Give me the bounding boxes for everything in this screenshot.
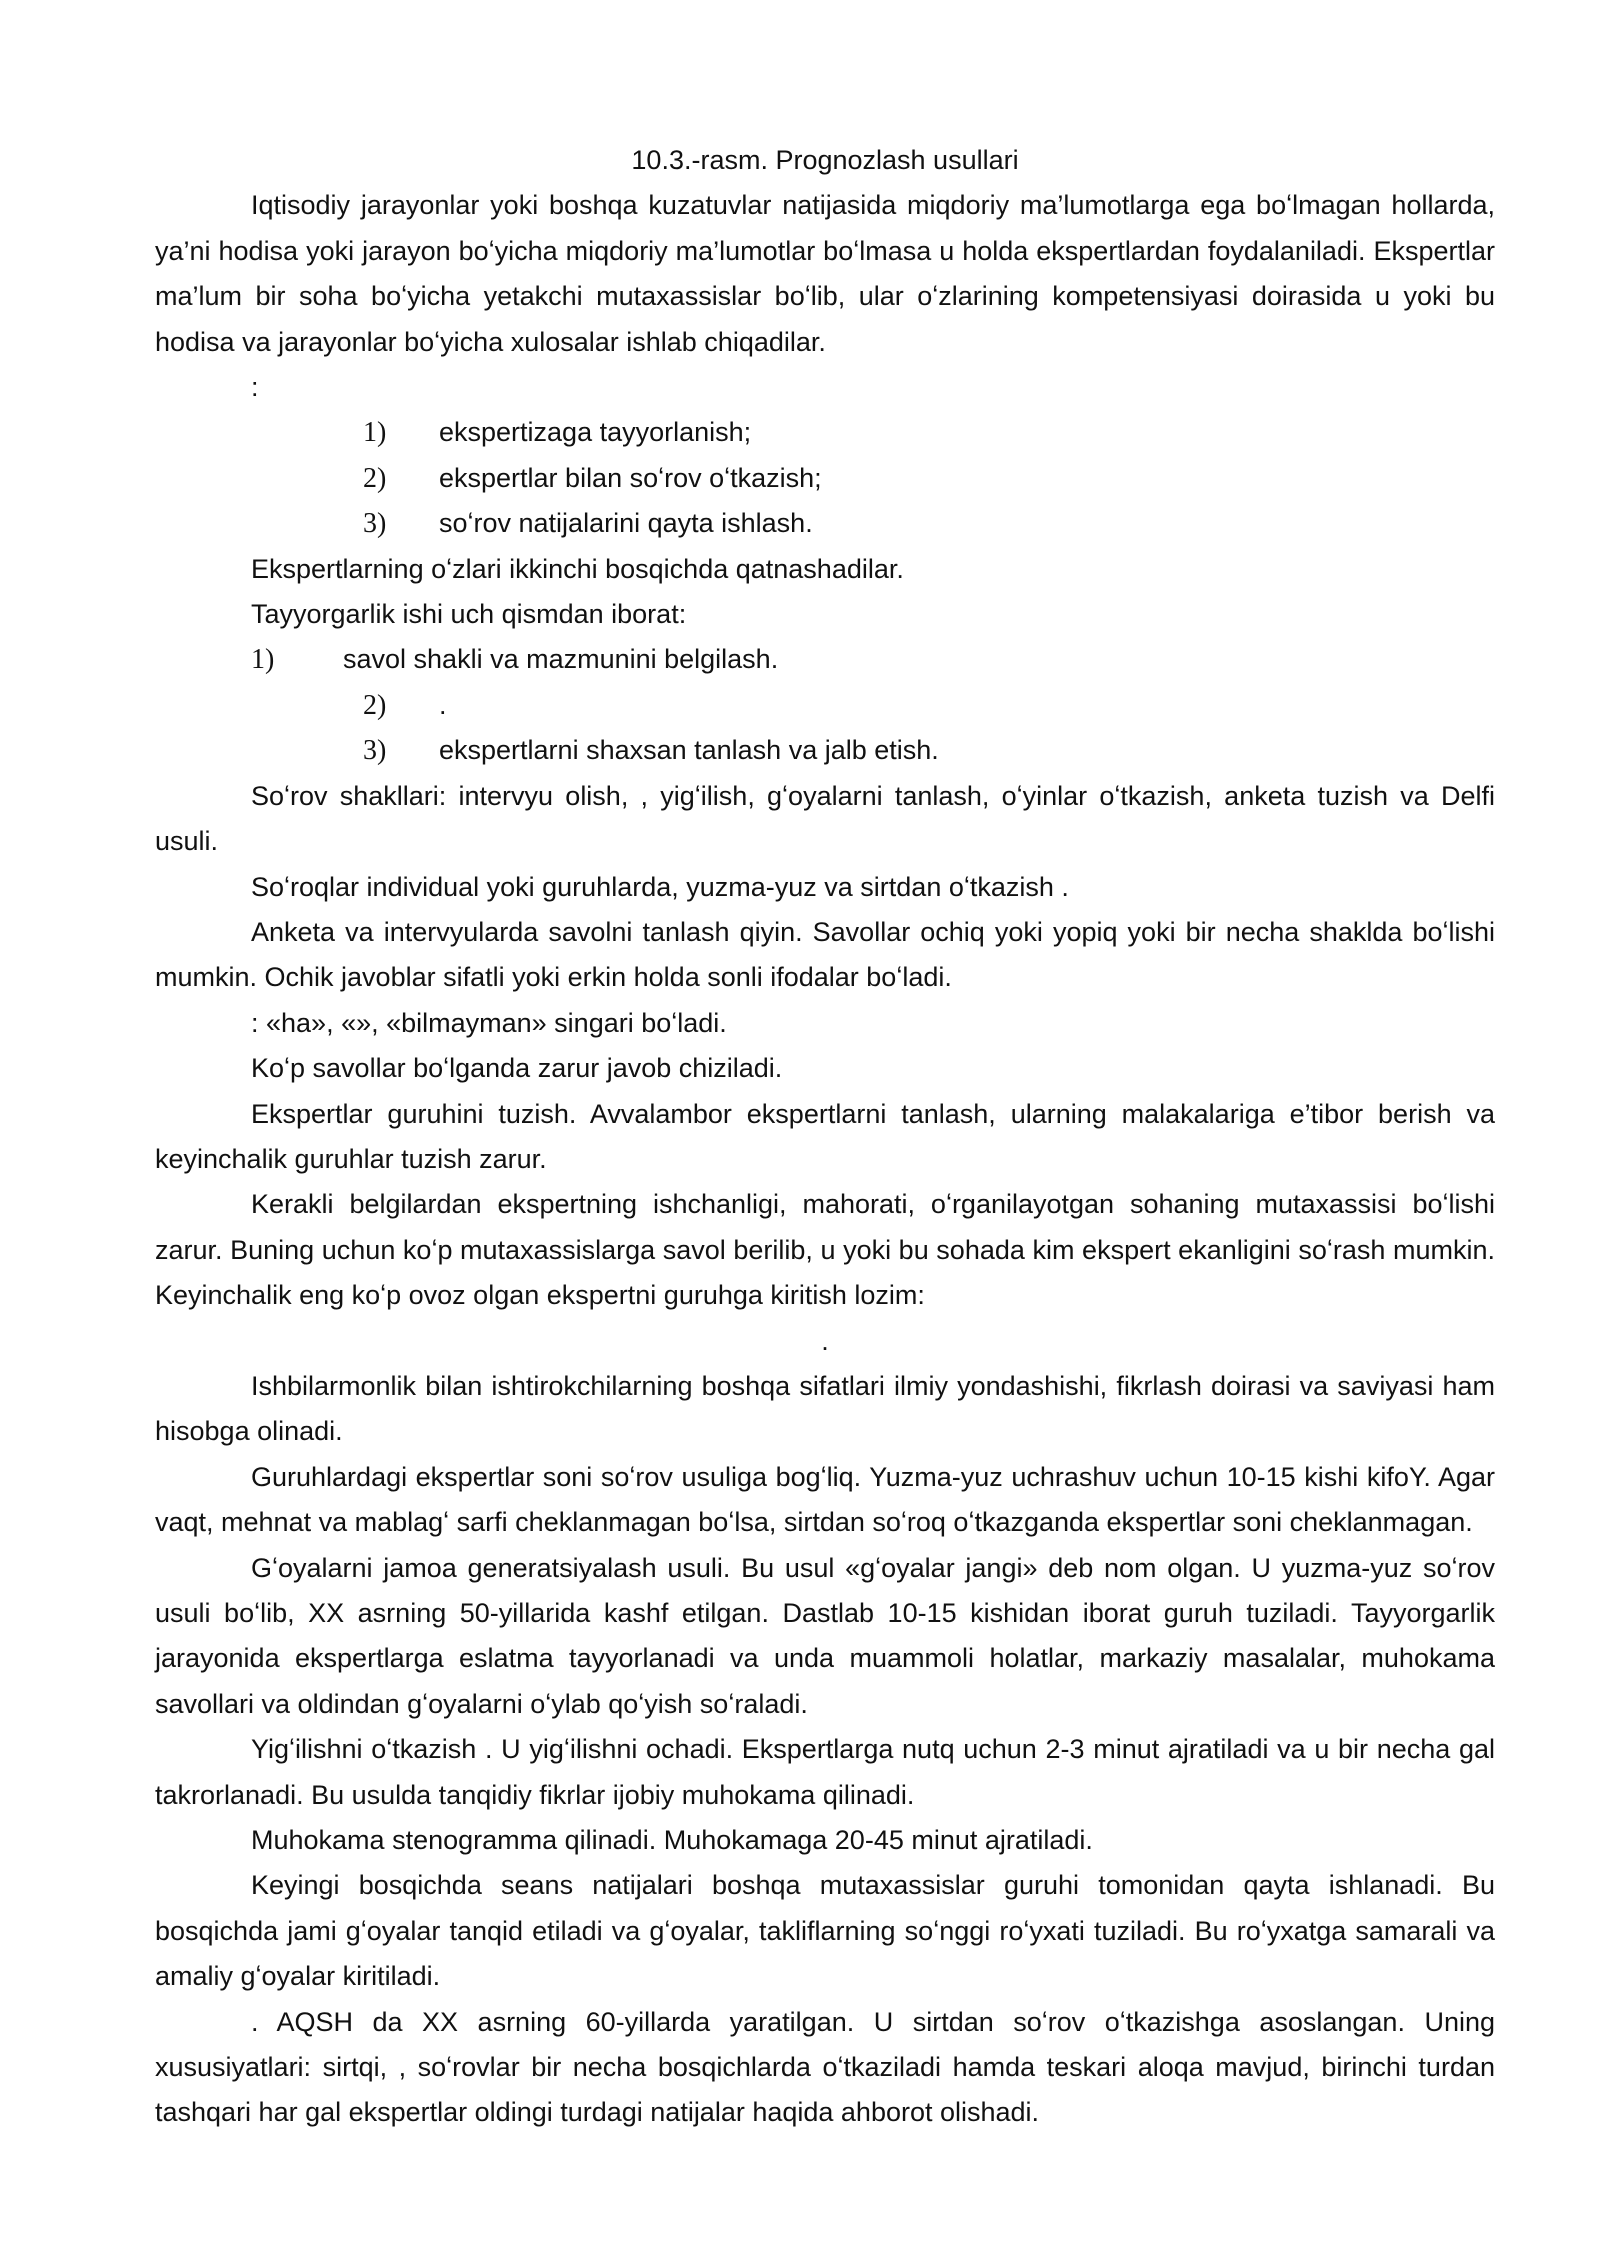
figure-caption: 10.3.-rasm. Prognozlash usullari — [631, 145, 1019, 175]
paragraph-forms: Soʻrov shakllari: intervyu olish, , yigʻilish, gʻoyalarni tanlash, oʻyinlar oʻtkazish, anketa tuzish va Delfi usuli. — [155, 780, 1495, 857]
list-item — [155, 410, 1495, 455]
paragraph-questions: Soʻroqlar individual yoki guruhlarda, yuzma-yuz va sirtdan oʻtkazish . — [251, 871, 1069, 902]
paragraph-delphi: . AQSH da XX asrning 60-yillarda yaratilgan. U sirtdan soʻrov oʻtkazishga asoslangan. Uning xususiyatlari: sirtqi, , soʻrovlar bir necha bosqichlarda oʻtkaziladi hamda teskari aloqa mavjud, birinchi turdan tashqari har gal ekspertlar oldingi turdagi natijalar haqida ahborot olishadi. — [155, 2006, 1495, 2128]
paragraph-stage2: Ekspertlarning oʻzlari ikkinchi bosqichda qatnashadilar. — [251, 553, 904, 584]
list-number: 1) — [363, 417, 387, 449]
dot-line: . — [821, 1325, 829, 1356]
list-text: ekspertlarni shaxsan tanlash va jalb etish. — [439, 735, 939, 766]
list-item — [155, 683, 1495, 728]
colon-line: : — [251, 372, 259, 403]
paragraph-business: Ishbilarmonlik bilan ishtirokchilarning boshqa sifatlari ilmiy yondashishi, fikrlash doirasi va saviyasi ham hisobga olinadi. — [155, 1370, 1495, 1447]
paragraph-prep: Tayyorgarlik ishi uch qismdan iborat: — [251, 599, 687, 630]
list-number: 1) — [251, 644, 275, 676]
paragraph-expert-count: Guruhlardagi ekspertlar soni soʻrov usuliga bogʻliq. Yuzma-yuz uchrashuv uchun 10-15 kishi kifoY. Agar vaqt, mehnat va mablagʻ sarfi cheklanmagan boʻlsa, sirtdan soʻroq oʻtkazganda ekspertlar soni cheklanmagan. — [155, 1461, 1495, 1538]
list-item — [155, 456, 1495, 501]
paragraph-brainstorm: Gʻoyalarni jamoa generatsiyalash usuli. Bu usul «gʻoyalar jangi» deb nom olgan. U yuzma-yuz soʻrov usuli boʻlib, XX asrning 50-yillarida kashf etilgan. Dastlab 10-15 kishidan iborat guruh tuziladi. Tayyorgarlik jarayonida ekspertlarga eslatma tayyorlanadi va unda muammoli holatlar, markaziy masalalar, muhokama savollari va oldindan gʻoyalarni oʻylab qoʻyish soʻraladi. — [155, 1552, 1495, 1719]
list-number: 3) — [363, 735, 387, 767]
paragraph-meeting: Yigʻilishni oʻtkazish . U yigʻilishni ochadi. Ekspertlarga nutq uchun 2-3 minut ajratiladi va u bir necha gal takrorlanadi. Bu usulda tanqidiy fikrlar ijobiy muhokama qilinadi. — [155, 1734, 1495, 1810]
list-number: 2) — [363, 462, 387, 494]
paragraph-group: Ekspertlar guruhini tuzish. Avvalambor ekspertlarni tanlash, ularning malakalariga e’tibor berish va keyinchalik guruhlar tuzish zarur. — [155, 1098, 1495, 1174]
prep-list — [155, 637, 1495, 773]
list-text: . — [439, 689, 447, 720]
list-text: soʻrov natijalarini qayta ishlash. — [439, 508, 813, 539]
paragraph-next-stage: Keyingi bosqichda seans natijalari boshqa mutaxassislar guruhi tomonidan qayta ishlanadi. Bu bosqichda jami gʻoyalar tanqid etiladi va gʻoyalar, takliflarning soʻnggi roʻyxati tuziladi. Bu roʻyxatga samarali va amaliy gʻoyalar kiritiladi. — [155, 1870, 1495, 1992]
paragraph-many-questions: Koʻp savollar boʻlganda zarur javob chiziladi. — [251, 1053, 783, 1084]
document-page — [155, 138, 1495, 2136]
list-text: ekspertizaga tayyorlanish; — [439, 417, 752, 448]
list-text: ekspertlar bilan soʻrov oʻtkazish; — [439, 462, 822, 493]
paragraph-answers: : «ha», «», «bilmayman» singari boʻladi. — [251, 1007, 727, 1038]
list-number: 3) — [363, 508, 387, 540]
list-item — [155, 728, 1495, 773]
paragraph-stenogram: Muhokama stenogramma qilinadi. Muhokamaga 20-45 minut ajratiladi. — [251, 1825, 1093, 1856]
list-text: savol shakli va mazmunini belgilash. — [343, 644, 779, 675]
list-item — [155, 501, 1495, 546]
list-number: 2) — [363, 689, 387, 721]
paragraph-signs: Kerakli belgilardan ekspertning ishchanligi, mahorati, oʻrganilayotgan sohaning mutaxassisi boʻlishi zarur. Buning uchun koʻp mutaxassislarga savol berilib, u yoki bu sohada kim ekspert ekanligini soʻrash mumkin. Keyinchalik eng koʻp ovoz olgan ekspertni guruhga kiritish lozim: — [155, 1189, 1495, 1311]
paragraph-anketa: Anketa va intervyularda savolni tanlash qiyin. Savollar ochiq yoki yopiq yoki bir necha shaklda boʻlishi mumkin. Ochik javoblar sifatli yoki erkin holda sonli ifodalar boʻladi. — [155, 916, 1495, 993]
list-item — [155, 637, 1495, 682]
stages-list — [155, 410, 1495, 546]
paragraph-intro: Iqtisodiy jarayonlar yoki boshqa kuzatuvlar natijasida miqdoriy ma’lumotlarga ega boʻlmagan hollarda, ya’ni hodisa yoki jarayon boʻyicha miqdoriy ma’lumotlar boʻlmasa u holda ekspertlardan foydalaniladi. Ekspertlar ma’lum bir soha boʻyicha yetakchi mutaxassislar boʻlib, ular oʻzlarining kompetensiyasi doirasida u yoki bu hodisa va jarayonlar boʻyicha xulosalar ishlab chiqadilar. — [155, 190, 1495, 357]
